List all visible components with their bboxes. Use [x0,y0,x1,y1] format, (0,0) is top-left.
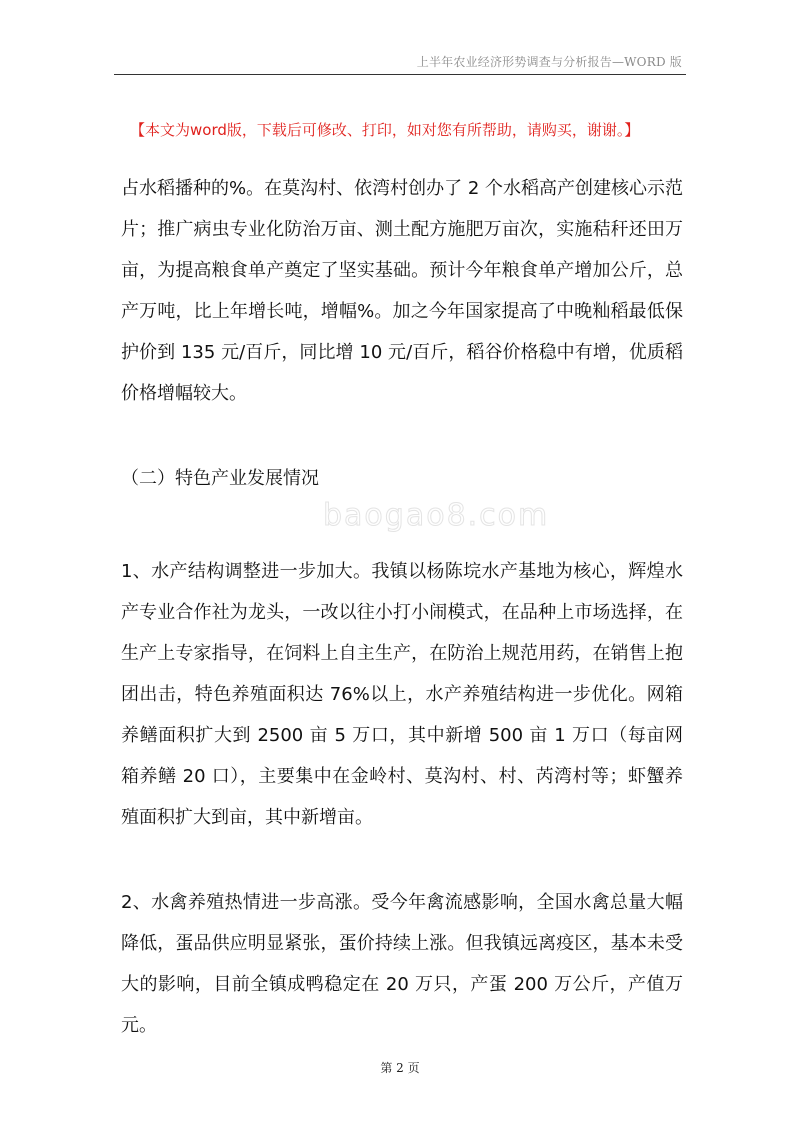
paragraph-waterfowl: 2、水禽养殖热情进一步高涨。受今年禽流感影响，全国水禽总量大幅降低，蛋品供应明显紧张，蛋价持续上涨。但我镇远离疫区，基本未受大的影响，目前全镇成鸭稳定在 20 万只，产蛋 200 万公斤，产值万元。 [121,892,683,1036]
paragraph-spacer [121,499,683,551]
page-number: 第 2 页 [380,1061,420,1075]
purchase-notice: 【本文为word版，下载后可修改、打印，如对您有所帮助，请购买，谢谢。】 [130,121,640,139]
header-divider [114,74,686,75]
paragraph-spacer [121,838,683,882]
paragraph-rice-yield: 占水稻播种的%。在莫沟村、依湾村创办了 2 个水稻高产创建核心示范片；推广病虫专业化防治万亩、测土配方施肥万亩次，实施秸秆还田万亩，为提高粮食单产奠定了坚实基础。预计今年粮食单产增加公斤，总产万吨，比上年增长吨，增幅%。加之今年国家提高了中晚籼稻最低保护价到 135 元/百斤，同比增 10 元/百斤，稻谷价格稳中有增，优质稻价格增幅较大。 [121,178,683,404]
document-body [121,168,683,1046]
watermark: baogao8.com [323,498,550,533]
paragraph-spacer [121,414,683,458]
section-heading: （二）特色产业发展情况 [121,468,319,489]
paragraph-aquaculture: 1、水产结构调整进一步加大。我镇以杨陈垸水产基地为核心，辉煌水产专业合作社为龙头，一改以往小打小闹模式，在品种上市场选择，在生产上专家指导，在饲料上自主生产，在防治上规范用药，在销售上抱团出击，特色养殖面积达 76%以上，水产养殖结构进一步优化。网箱养鳝面积扩大到 2500 亩 5 万口，其中新增 500 亩 1 万口（每亩网箱养鳝 20 口），主要集中在金岭村、莫沟村、村、芮湾村等；虾蟹养殖面积扩大到亩，其中新增亩。 [121,561,683,828]
running-header: 上半年农业经济形势调查与分析报告—WORD 版 [416,55,682,69]
